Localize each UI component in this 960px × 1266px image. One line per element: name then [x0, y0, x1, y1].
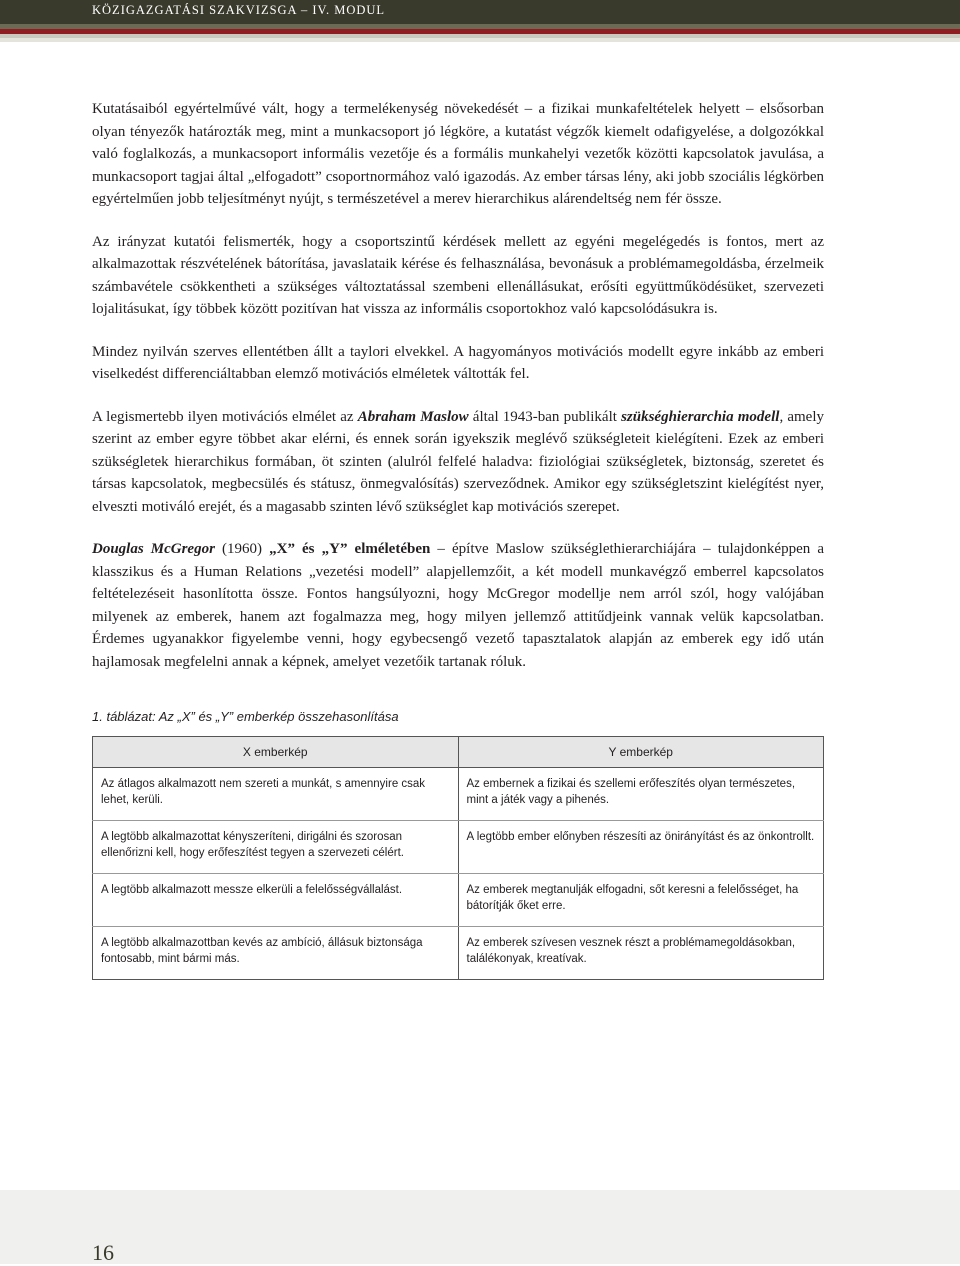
- cell-x: [93, 874, 459, 927]
- table-header-row: [93, 737, 824, 768]
- header-band: [0, 0, 960, 24]
- cell-x: [93, 821, 459, 874]
- paragraph-2: Az irányzat kutatói felismerték, hogy a csoportszintű kérdések mellett az egyéni megelégedés is fontos, mert az alkalmazottak részvételének bátorítása, javaslataik kérése és felhasználása, bevonásuk a problémamegoldásba, érzelmeik számbavétele csökkentheti a szükséges változtatással szembeni ellenállásukat, erősíti együttműködésüket, szervezeti lojalitásukat, így többek között pozitívan hat vissza az informális csoportokhoz való kapcsolódásukra is.: [92, 233, 824, 317]
- cell-text: Az átlagos alkalmazott nem szereti a munkát, s amennyire csak lehet, kerüli.: [101, 778, 426, 806]
- maslow-text-e: , amely szerint az ember egyre többet akar elérni, és ennek során igyekszik meglévő szükségleteit kielégíteni. Ezek az emberi szükségletek hierarchikus formában, öt szinten (alulról felfelé haladva: fiziológiai szükségletek, biztonság, szeretet és társas kapcsolatok, megbecsülés és státusz, önmegvalósítás) szerveződnek. Amikor egy szükségletszint kielégítést nyer, elveszti motiváló erejét, és a magasabb szinten lévő szükséglet kap motivációs szerepet.: [92, 408, 825, 515]
- header-x: X emberkép: [93, 737, 459, 768]
- cell-text: A legtöbb alkalmazottban kevés az ambíció, állásuk biztonsága fontosabb, mint bármi más.: [101, 937, 423, 965]
- running-title: KÖZIGAZGATÁSI SZAKVIZSGA – IV. MODUL: [92, 3, 386, 17]
- cell-y: [458, 821, 824, 874]
- mcgregor-name: Douglas McGregor: [92, 541, 215, 557]
- paragraph-maslow: [92, 406, 824, 519]
- cell-text: A legtöbb ember előnyben részesíti az önirányítást és az önkontrollt.: [466, 831, 815, 843]
- maslow-model-term: szükséghierarchia modell: [621, 408, 780, 425]
- mcgregor-theory-term: „X” és „Y” elméletében: [269, 541, 431, 557]
- footer-band: [0, 1190, 960, 1264]
- header-y: Y emberkép: [458, 737, 824, 768]
- cell-text: A legtöbb alkalmazott messze elkerüli a felelősségvállalást.: [101, 884, 403, 896]
- cell-text: Az emberek szívesen vesznek részt a problémamegoldásokban, találékonyak, kreatívak.: [466, 937, 796, 965]
- cell-x: [93, 927, 459, 980]
- table-row: [93, 821, 824, 874]
- cell-text: A legtöbb alkalmazottat kényszeríteni, dirigálni és szorosan ellenőrizni kell, hogy erőfeszítést tegyen a szervezeti célért.: [101, 831, 404, 859]
- mcgregor-text: – építve Maslow szükséglethierarchiájára – tulajdonképpen a klasszikus és a Human Relations „vezetési modell” alapjellemzőit, a két modell munkavégző emberrel kapcsolatos feltételezéseit hasonlította össze. Fontos hangsúlyozni, hogy McGregor modellje nem arról szól, hogy valójában milyenek az emberek, hanem azt fogalmazza meg, hogy milyen jellemző attitűdjeink vannak velük kapcsolatban. Érdemes ugyanakkor figyelembe venni, hogy egybecsengő vezető tapasztalatok alapján az emberek egy idő után hajlamosak megfelelni annak a képnek, amelyet vezetőik tartanak róluk.: [92, 541, 824, 670]
- table-row: [93, 874, 824, 927]
- comparison-table: [92, 736, 824, 980]
- cell-y: [458, 927, 824, 980]
- header-stripe-light: [0, 38, 960, 42]
- cell-y: [458, 874, 824, 927]
- table-row: [93, 927, 824, 980]
- paragraph-mcgregor: [92, 538, 824, 673]
- page-content: [92, 98, 824, 980]
- cell-text: Az embernek a fizikai és szellemi erőfeszítés olyan természetes, mint a játék vagy a pihenés.: [466, 778, 796, 806]
- table-row: [93, 768, 824, 821]
- table-caption: 1. táblázat: Az „X” és „Y” emberkép összehasonlítása: [92, 709, 399, 724]
- paragraph-3: Mindez nyilván szerves ellentétben állt a taylori elvekkel. A hagyományos motivációs modellt egyre inkább az emberi viselkedést differenciáltabban elemző motivációs elméletek váltották fel.: [92, 343, 824, 382]
- cell-text: Az emberek megtanulják elfogadni, sőt keresni a felelősséget, ha bátorítják őket erre.: [466, 884, 799, 912]
- paragraph-1: Kutatásaiból egyértelművé vált, hogy a termelékenység növekedését – a fizikai munkafeltételek helyett – elsősorban olyan tényezők határozták meg, mint a munkacsoport jó légköre, a kutatást végzők kiemelt odafigyelése, a dolgozókkal való foglalkozás, a munkacsoport informális vezetője és a formális munkahelyi vezetők közötti kapcsolatok javulása, a munkacsoport tagjai által „elfogadott” csoportnormához való igazodás. Az ember társas lény, aki jobb szociális légkörben egyértelműen jobb teljesítményt nyújt, s természetével a merev hierarchikus alárendeltség nem fér össze.: [92, 101, 824, 207]
- cell-x: [93, 768, 459, 821]
- cell-y: [458, 768, 824, 821]
- mcgregor-year: (1960): [214, 541, 270, 557]
- maslow-text-c: által 1943-ban publikált: [468, 408, 622, 425]
- page-number: 16: [92, 1240, 114, 1265]
- maslow-name: Abraham Maslow: [357, 408, 469, 425]
- maslow-text-a: A legismertebb ilyen motivációs elmélet az: [92, 408, 358, 425]
